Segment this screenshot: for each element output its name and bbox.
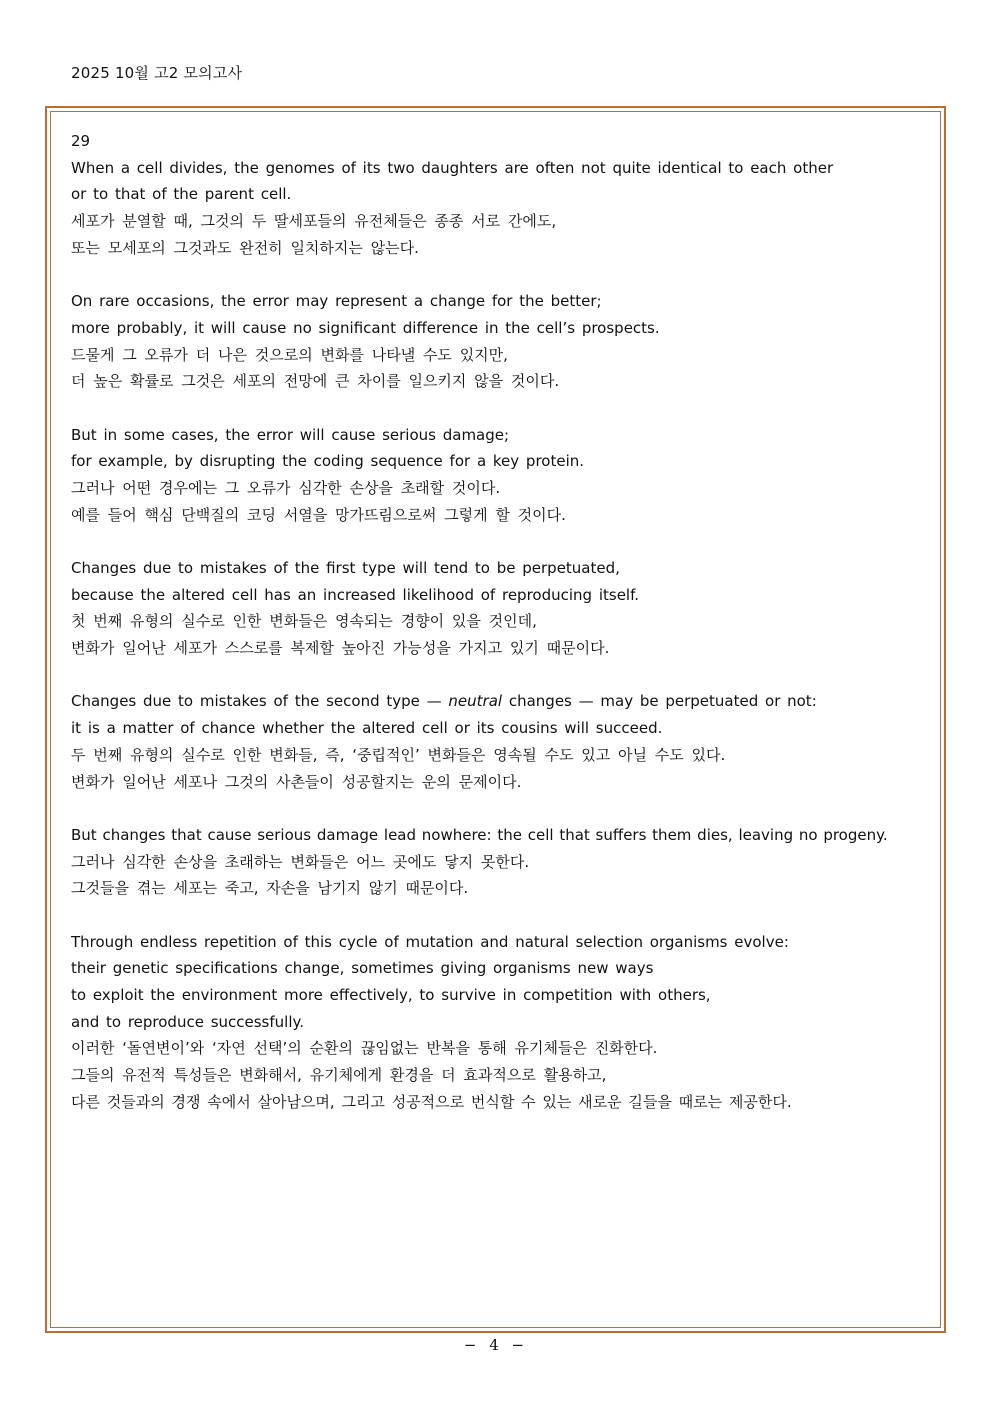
page-number: − 4 − <box>463 1336 529 1354</box>
korean-line: 그러나 심각한 손상을 초래하는 변화들은 어느 곳에도 닿지 못한다. <box>71 852 530 871</box>
paragraph-gap <box>71 261 931 288</box>
english-line: But in some cases, the error will cause serious damage; <box>71 425 510 444</box>
english-text: changes — may be perpetuated or not: <box>502 692 817 711</box>
english-line: for example, by disrupting the coding sequence for a key protein. <box>71 452 585 471</box>
english-line: their genetic specifications change, sometimes giving organisms new ways <box>71 959 654 978</box>
paragraph-gap <box>71 662 931 689</box>
korean-line: 세포가 분열할 때, 그것의 두 딸세포들의 유전체들은 종종 서로 간에도, <box>71 212 557 231</box>
korean-line: 이러한 ‘돌연변이’와 ‘자연 선택’의 순환의 끊임없는 반복을 통해 유기체들은 진화한다. <box>71 1039 658 1058</box>
english-line: or to that of the parent cell. <box>71 185 292 204</box>
paragraph-gap <box>71 528 931 555</box>
korean-line: 그것들을 겪는 세포는 죽고, 자손을 남기지 않기 때문이다. <box>71 879 469 898</box>
passage <box>71 128 931 1115</box>
korean-line: 예를 들어 핵심 단백질의 코딩 서열을 망가뜨림으로써 그렇게 할 것이다. <box>71 505 566 524</box>
korean-line: 변화가 일어난 세포나 그것의 사촌들이 성공할지는 운의 문제이다. <box>71 772 522 791</box>
question-number: 29 <box>71 132 91 150</box>
korean-line: 변화가 일어난 세포가 스스로를 복제할 높아진 가능성을 가지고 있기 때문이다. <box>71 639 610 658</box>
english-line: because the altered cell has an increased likelihood of reproducing itself. <box>71 585 640 604</box>
korean-line: 두 번째 유형의 실수로 인한 변화들, 즉, ‘중립적인’ 변화들은 영속될 수도 있고 아닐 수도 있다. <box>71 745 726 764</box>
english-line: But changes that cause serious damage lead nowhere: the cell that suffers them dies, leaving no progeny. <box>71 825 888 844</box>
english-line: and to reproduce successfully. <box>71 1012 304 1031</box>
english-line: When a cell divides, the genomes of its two daughters are often not quite identical to each other <box>71 158 834 177</box>
korean-line: 다른 것들과의 경쟁 속에서 살아남으며, 그리고 성공적으로 번식할 수 있는 새로운 길들을 때로는 제공한다. <box>71 1092 792 1111</box>
paragraph-gap <box>71 902 931 929</box>
english-line: more probably, it will cause no significant difference in the cell’s prospects. <box>71 318 660 337</box>
page-header: 2025 10월 고2 모의고사 <box>71 64 243 82</box>
paragraph-gap <box>71 795 931 822</box>
english-line: it is a matter of chance whether the altered cell or its cousins will succeed. <box>71 719 663 738</box>
english-text: Changes due to mistakes of the second type — <box>71 692 449 711</box>
english-line: On rare occasions, the error may represent a change for the better; <box>71 292 602 311</box>
english-line: Through endless repetition of this cycle of mutation and natural selection organisms evolve: <box>71 932 789 951</box>
korean-line: 그들의 유전적 특성들은 변화해서, 유기체에게 환경을 더 효과적으로 활용하고, <box>71 1066 607 1085</box>
korean-line: 드물게 그 오류가 더 나은 것으로의 변화를 나타낼 수도 있지만, <box>71 345 508 364</box>
italic-term: neutral <box>448 692 503 711</box>
korean-line: 더 높은 확률로 그것은 세포의 전망에 큰 차이를 일으키지 않을 것이다. <box>71 372 560 391</box>
korean-line: 그러나 어떤 경우에는 그 오류가 심각한 손상을 초래할 것이다. <box>71 478 501 497</box>
english-line: to exploit the environment more effectively, to survive in competition with others, <box>71 986 711 1004</box>
paragraph-gap <box>71 395 931 422</box>
english-line-with-italic <box>71 688 931 715</box>
korean-line: 첫 번째 유형의 실수로 인한 변화들은 영속되는 경향이 있을 것인데, <box>71 612 537 631</box>
english-line: Changes due to mistakes of the first type will tend to be perpetuated, <box>71 559 620 577</box>
korean-line: 또는 모세포의 그것과도 완전히 일치하지는 않는다. <box>71 238 419 257</box>
